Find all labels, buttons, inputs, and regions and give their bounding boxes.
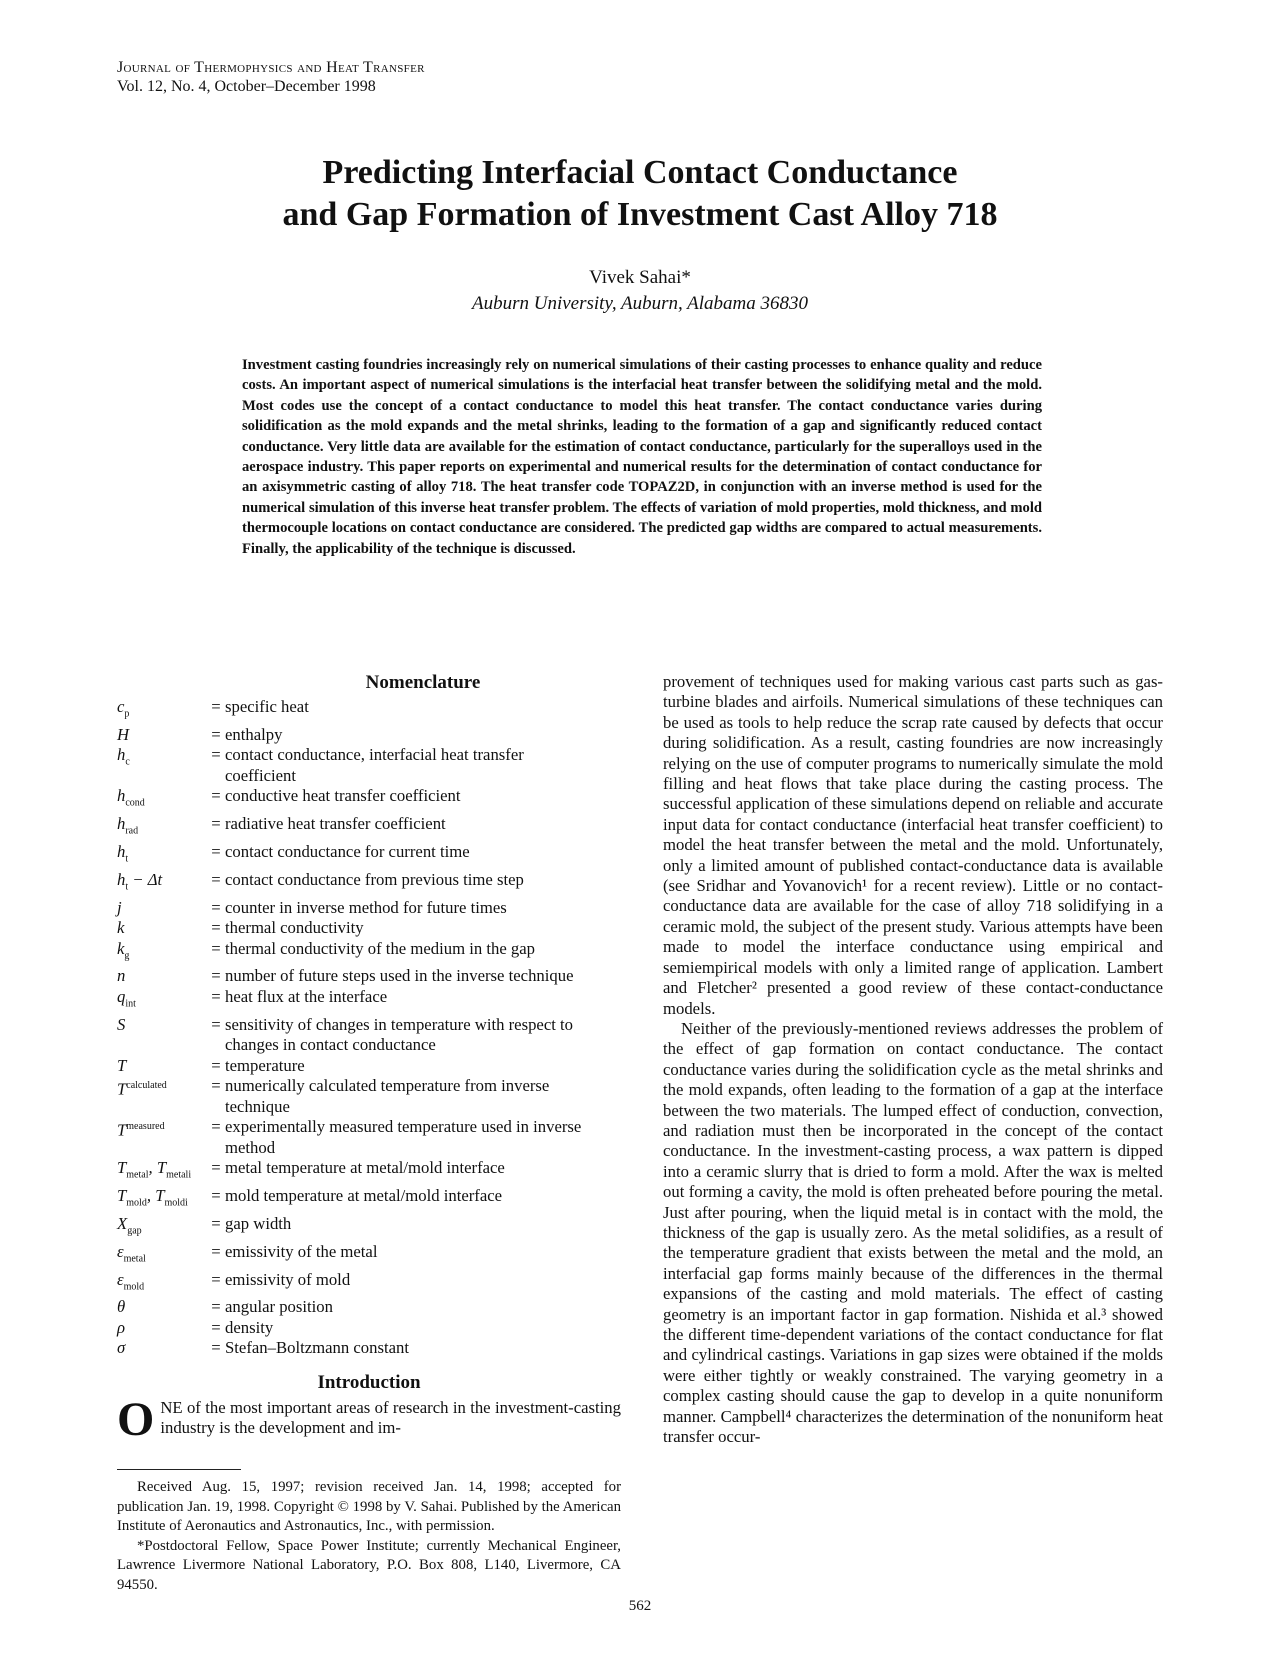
equals-sign: = xyxy=(211,869,221,889)
symbol-extra: , T xyxy=(148,1158,167,1178)
nomenclature-symbol xyxy=(117,1297,207,1318)
symbol-base: h xyxy=(117,841,126,861)
symbol-subscript: rad xyxy=(125,825,139,837)
equals-sign: = xyxy=(211,1186,221,1206)
nomenclature-row xyxy=(117,939,621,967)
nomenclature-symbol xyxy=(117,918,207,939)
nomenclature-row xyxy=(117,1186,621,1214)
symbol-base: h xyxy=(117,745,126,765)
symbol-base: T xyxy=(117,1079,127,1099)
nomenclature-row xyxy=(117,918,621,939)
symbol-subscript: t xyxy=(125,853,129,865)
author-name: Vivek Sahai* xyxy=(589,267,691,288)
nomenclature-symbol xyxy=(117,725,207,746)
nomenclature-definition: sensitivity of changes in temperature with respect to changes in contact conductance xyxy=(225,1014,574,1055)
nomenclature-row xyxy=(117,1015,621,1056)
equals-sign: = xyxy=(211,1269,221,1289)
footnote-author: *Postdoctoral Fellow, Space Power Institute; currently Mechanical Engineer, Lawrence Livermore National Laboratory, P.O. Box 808, L140, Livermore, CA 94550. xyxy=(117,1537,621,1593)
symbol-subscript: int xyxy=(125,998,136,1010)
equals-sign: = xyxy=(211,986,221,1006)
equals-sign: = xyxy=(211,1117,221,1137)
symbol-base: ε xyxy=(117,1269,124,1289)
symbol-extra: , T xyxy=(146,1186,165,1206)
nomenclature-symbol xyxy=(117,1158,207,1186)
nomenclature-definition: emissivity of the metal xyxy=(225,1241,378,1261)
title-line-1: Predicting Interfacial Contact Conductance xyxy=(322,154,958,191)
symbol-base: H xyxy=(117,724,130,744)
symbol-suffix: − Δt xyxy=(128,869,163,889)
nomenclature-symbol xyxy=(117,1117,207,1158)
nomenclature-symbol xyxy=(117,939,207,967)
nomenclature-definition: number of future steps used in the inverse technique xyxy=(225,966,574,986)
symbol-subscript: metal xyxy=(126,1169,149,1181)
symbol-subscript: mold xyxy=(126,1197,147,1209)
nomenclature-symbol xyxy=(117,898,207,919)
nomenclature-definition: temperature xyxy=(225,1055,305,1075)
symbol-base: S xyxy=(117,1014,126,1034)
nomenclature-symbol xyxy=(117,1186,207,1214)
nomenclature-row xyxy=(117,814,621,842)
nomenclature-definition: conductive heat transfer coefficient xyxy=(225,786,461,806)
symbol-base: ε xyxy=(117,1241,124,1261)
symbol-base: ρ xyxy=(117,1317,126,1337)
symbol-base: c xyxy=(117,697,125,716)
dropcap-letter: O xyxy=(117,1392,155,1446)
equals-sign: = xyxy=(211,724,221,744)
equals-sign: = xyxy=(211,938,221,958)
symbol-subscript: gap xyxy=(127,1225,142,1237)
equals-sign: = xyxy=(211,1317,221,1337)
nomenclature-symbol xyxy=(117,786,207,814)
symbol-base: θ xyxy=(117,1297,126,1317)
nomenclature-symbol xyxy=(117,870,207,898)
symbol-base: h xyxy=(117,786,126,806)
symbol-base: T xyxy=(117,1055,127,1075)
footnote-divider xyxy=(117,1469,241,1470)
equals-sign: = xyxy=(211,814,221,834)
nomenclature-symbol xyxy=(117,814,207,842)
equals-sign: = xyxy=(211,1076,221,1096)
nomenclature-row xyxy=(117,745,621,786)
equals-sign: = xyxy=(211,897,221,917)
nomenclature-symbol xyxy=(117,1214,207,1242)
author-affiliation: Auburn University, Auburn, Alabama 36830 xyxy=(471,293,809,314)
symbol-base: σ xyxy=(117,1338,126,1358)
nomenclature-symbol xyxy=(117,1056,207,1077)
nomenclature-row xyxy=(117,786,621,814)
equals-sign: = xyxy=(211,966,221,986)
nomenclature-symbol xyxy=(117,1076,207,1117)
nomenclature-definition: thermal conductivity xyxy=(225,918,364,938)
nomenclature-definition: contact conductance from previous time step xyxy=(225,869,524,889)
volume-info: Vol. 12, No. 4, October–December 1998 xyxy=(117,78,376,95)
journal-header xyxy=(117,58,425,96)
symbol-base: T xyxy=(117,1158,127,1178)
equals-sign: = xyxy=(211,1338,221,1358)
symbol-base: k xyxy=(117,938,125,958)
nomenclature-symbol xyxy=(117,1242,207,1270)
nomenclature-definition: metal temperature at metal/mold interface xyxy=(225,1158,505,1178)
nomenclature-definition: gap width xyxy=(225,1213,292,1233)
symbol-base: n xyxy=(117,966,126,986)
equals-sign: = xyxy=(211,1213,221,1233)
equals-sign: = xyxy=(211,1014,221,1034)
symbol-extra-subscript: moldi xyxy=(164,1197,188,1209)
nomenclature-row xyxy=(117,1318,621,1339)
nomenclature-row xyxy=(117,1214,621,1242)
symbol-subscript: t xyxy=(125,881,129,893)
nomenclature-row xyxy=(117,987,621,1015)
nomenclature-symbol xyxy=(117,1015,207,1056)
body-paragraph: provement of techniques used for making various cast parts such as gas-turbine blades and airfoils. Numerical simulations of these techniques can be used as tools to help reduce the scrap rate caused by defects that occur during solidification. As a result, casting foundries are now increasingly relying on the use of computer programs to numerically simulate the mold filling and heat flows that take place during the casting process. The successful application of these simulations depend on reliable and accurate input data for contact conductance (interfacial heat transfer coefficient) to model the heat transfer between the metal and the mold. Unfortunately, only a limited amount of published contact-conductance data is available (see Sridhar and Yovanovich¹ for a recent review). Little or no contact-conductance data are available for the case of alloy 718 solidifying in a ceramic mold, the subject of the present study. Various attempts have been made to model the interface conductance using empirical and semiempirical models with only a limited range of application. Lambert and Fletcher² presented a good review of these contact-conductance models. xyxy=(663,672,1163,1018)
nomenclature-row xyxy=(117,1242,621,1270)
nomenclature-row xyxy=(117,1158,621,1186)
nomenclature-row xyxy=(117,1056,621,1077)
symbol-base: h xyxy=(117,814,126,834)
nomenclature-row xyxy=(117,870,621,898)
equals-sign: = xyxy=(211,1158,221,1178)
equals-sign: = xyxy=(211,841,221,861)
symbol-subscript: mold xyxy=(123,1280,145,1292)
nomenclature-symbol xyxy=(117,745,207,786)
symbol-subscript: p xyxy=(124,708,130,720)
symbol-base: X xyxy=(117,1213,128,1233)
nomenclature-symbol xyxy=(117,1270,207,1298)
equals-sign: = xyxy=(211,745,221,765)
nomenclature-row xyxy=(117,842,621,870)
nomenclature-row xyxy=(117,898,621,919)
symbol-subscript: cond xyxy=(125,797,145,809)
footnote-received: Received Aug. 15, 1997; revision received Jan. 14, 1998; accepted for publication Jan. 19, 1998. Copyright © 1998 by V. Sahai. Published by the American Institute of Aeronautics and Astronautics, Inc., with permission. xyxy=(117,1478,621,1535)
symbol-subscript: c xyxy=(125,756,130,768)
symbol-superscript: measured xyxy=(126,1121,165,1133)
journal-name: Journal of Thermophysics and Heat Transfer xyxy=(117,59,425,76)
nomenclature-definition: specific heat xyxy=(225,697,309,716)
nomenclature-row xyxy=(117,1338,621,1359)
nomenclature-definition: angular position xyxy=(225,1297,333,1317)
equals-sign: = xyxy=(211,697,221,716)
symbol-base: T xyxy=(117,1120,127,1140)
nomenclature-definition: enthalpy xyxy=(225,724,283,744)
nomenclature-row xyxy=(117,1297,621,1318)
body-paragraph: Neither of the previously-mentioned reviews addresses the problem of the effect of gap formation on contact conductance. The contact conductance varies during the solidification cycle as the metal shrinks and the mold expands, often leading to the formation of a gap at the interface between the two materials. The lumped effect of conduction, convection, and radiation must then be incorporated in the concept of the contact conductance. In the investment-casting process, a wax pattern is dipped into a ceramic slurry that is dried to form a mold. After the wax is melted out forming a cavity, the mold is often preheated before pouring the metal. Just after pouring, when the liquid metal is in contact with the mold, the thickness of the gap is usually zero. As the metal solidifies, as a result of the temperature gradient that exists between the metal and the mold, an interfacial gap forms mainly because of the differences in the thermal expansions of the casting and mold materials. The effect of casting geometry is an important factor in gap formation. Nishida et al.³ showed the different time-dependent variations of the contact conductance for flat and cylindrical castings. Variations in gap sizes were obtained if the molds were either tightly or weakly constrained. The varying geometry in a complex casting should cause the gap to develop in a quite nonuniform manner. Campbell⁴ characterizes the determination of the nonuniform heat transfer occur- xyxy=(663,1018,1163,1447)
symbol-base: q xyxy=(117,986,126,1006)
symbol-subscript: metal xyxy=(123,1253,146,1265)
nomenclature-definition: radiative heat transfer coefficient xyxy=(225,814,446,834)
right-column xyxy=(663,672,1163,1447)
introduction-heading: Introduction xyxy=(317,1371,421,1393)
equals-sign: = xyxy=(211,1297,221,1317)
nomenclature-definition: contact conductance for current time xyxy=(225,841,470,861)
nomenclature-symbol xyxy=(117,697,207,725)
page-number: 562 xyxy=(628,1598,652,1614)
paper-title xyxy=(120,152,1160,236)
nomenclature-symbol xyxy=(117,1318,207,1339)
equals-sign: = xyxy=(211,1241,221,1261)
nomenclature-definition: density xyxy=(225,1317,274,1337)
nomenclature-symbol xyxy=(117,1338,207,1359)
symbol-extra-subscript: metali xyxy=(166,1169,192,1181)
nomenclature-definition: Stefan–Boltzmann constant xyxy=(225,1338,409,1358)
symbol-base: h xyxy=(117,869,126,889)
nomenclature-symbol xyxy=(117,987,207,1015)
symbol-base: T xyxy=(117,1186,127,1206)
nomenclature-row xyxy=(117,1270,621,1298)
nomenclature-definition: numerically calculated temperature from inverse technique xyxy=(225,1076,550,1116)
nomenclature-symbol xyxy=(117,842,207,870)
symbol-base: k xyxy=(117,918,125,938)
nomenclature-definition: emissivity of mold xyxy=(225,1269,351,1289)
introduction-paragraph xyxy=(117,1392,621,1446)
equals-sign: = xyxy=(211,918,221,938)
nomenclature-row xyxy=(117,725,621,746)
nomenclature-heading: Nomenclature xyxy=(365,672,481,693)
nomenclature-definition: experimentally measured temperature used in inverse method xyxy=(225,1117,582,1157)
introduction-text: NE of the most important areas of research in the investment-casting industry is the development and im- xyxy=(160,1397,621,1438)
footnotes xyxy=(117,1478,621,1596)
nomenclature-row xyxy=(117,966,621,987)
left-column xyxy=(117,672,621,1596)
nomenclature-list xyxy=(117,697,621,1359)
nomenclature-symbol xyxy=(117,966,207,987)
symbol-superscript: calculated xyxy=(126,1080,167,1092)
nomenclature-definition: thermal conductivity of the medium in the gap xyxy=(225,938,536,958)
symbol-base: j xyxy=(117,897,122,917)
symbol-subscript: g xyxy=(124,949,130,961)
nomenclature-definition: counter in inverse method for future times xyxy=(225,897,507,917)
nomenclature-row xyxy=(117,697,621,725)
title-line-2: and Gap Formation of Investment Cast Alloy 718 xyxy=(282,196,998,233)
equals-sign: = xyxy=(211,1055,221,1075)
nomenclature-row xyxy=(117,1076,621,1117)
nomenclature-row xyxy=(117,1117,621,1158)
nomenclature-definition: heat flux at the interface xyxy=(225,986,388,1006)
nomenclature-definition: mold temperature at metal/mold interface xyxy=(225,1186,503,1206)
nomenclature-definition: contact conductance, interfacial heat transfer coefficient xyxy=(225,745,524,785)
equals-sign: = xyxy=(211,786,221,806)
abstract: Investment casting foundries increasingly rely on numerical simulations of their casting processes to enhance quality and reduce costs. An important aspect of numerical simulations is the interfacial heat transfer between the solidifying metal and the mold. Most codes use the concept of a contact conductance to model this heat transfer. The contact conductance varies during solidification as the mold expands and the metal shrinks, leading to the formation of a gap and significantly reduced contact conductance. Very little data are available for the estimation of contact conductance, particularly for the superalloys used in the aerospace industry. This paper reports on experimental and numerical results for the determination of contact conductance for an axisymmetric casting of alloy 718. The heat transfer code TOPAZ2D, in conjunction with an inverse method is used for the numerical simulation of this inverse heat transfer problem. The effects of variation of mold properties, mold thickness, and mold thermocouple locations on contact conductance are considered. The predicted gap widths are compared to actual measurements. Finally, the applicability of the technique is discussed. xyxy=(242,357,1042,557)
